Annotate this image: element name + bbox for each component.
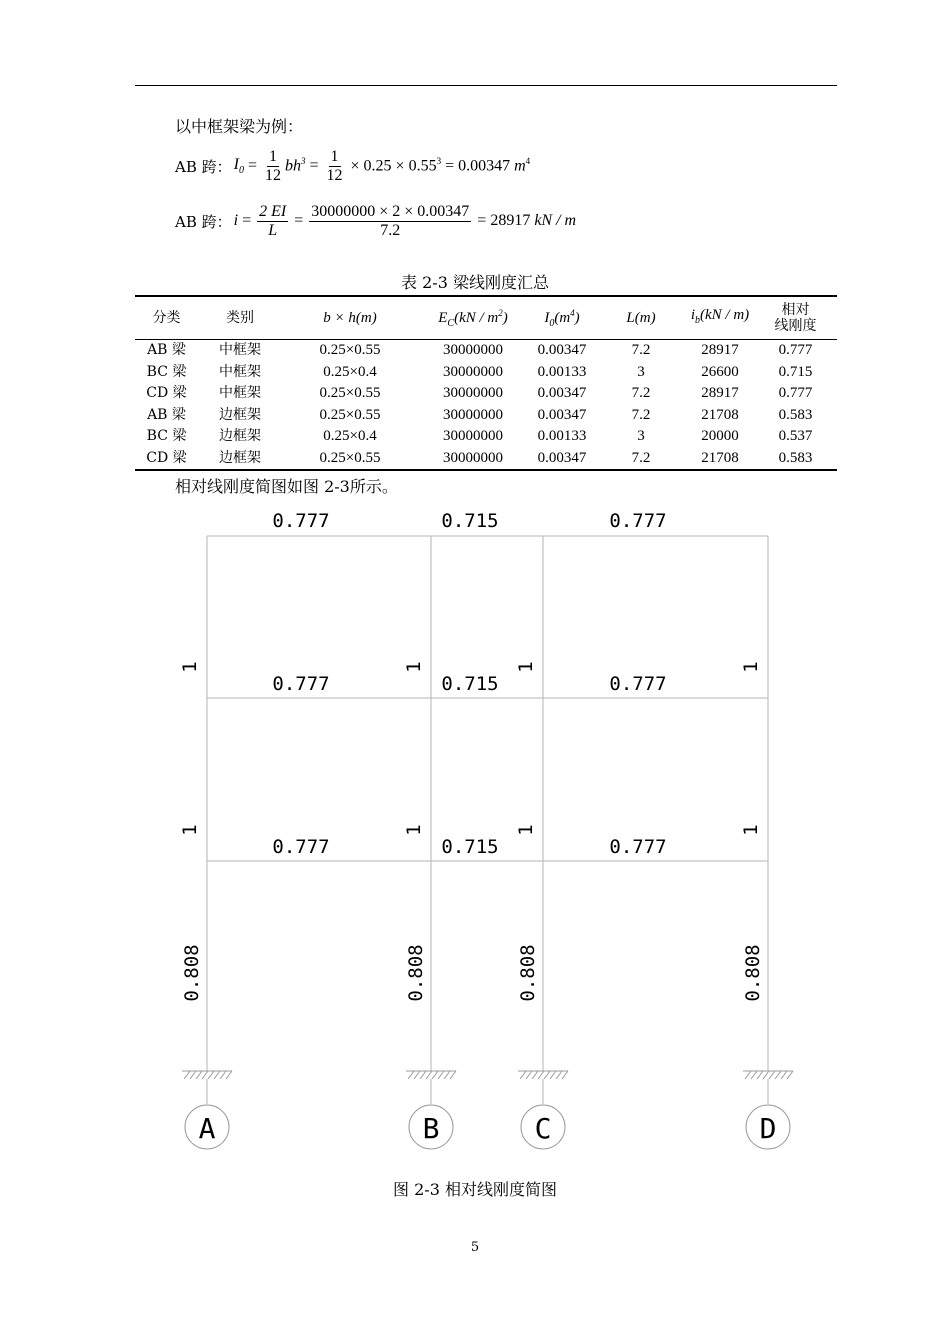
cell-type: 边框架 — [219, 406, 261, 423]
cell-modulus: 30000000 — [443, 363, 503, 380]
cell-length: 7.2 — [631, 406, 651, 423]
cell-modulus: 30000000 — [443, 428, 503, 445]
cell-modulus: 30000000 — [443, 342, 503, 359]
figure-intro-text: 相对线刚度简图如图 2-3所示。 — [175, 477, 398, 496]
cell-stiffness: 28917 — [701, 342, 739, 359]
beam-label-bc-roof: 0.715 — [441, 510, 499, 532]
beam-label-cd-2: 0.777 — [609, 673, 667, 695]
cell-inertia: 0.00347 — [537, 406, 587, 423]
header-elastic-modulus: $E_C(kN / m^2)$ — [438, 307, 508, 329]
cell-type: 中框架 — [219, 342, 261, 359]
cell-relative: 0.583 — [778, 449, 813, 466]
column-label-a-1: 0.808 — [181, 944, 203, 1002]
cell-type: 边框架 — [219, 449, 261, 466]
cell-length: 7.2 — [631, 385, 651, 402]
table-caption: 表 2-3 梁线刚度汇总 — [401, 273, 549, 292]
eq1-fraction-2: $\frac{1}{12}$ — [326, 148, 343, 184]
column-label-b-1: 0.808 — [405, 944, 427, 1002]
cell-category: CD 梁 — [146, 449, 187, 466]
column-label-c-2: 1 — [515, 824, 537, 836]
cell-category: AB 梁 — [147, 342, 186, 359]
cell-stiffness: 20000 — [701, 428, 739, 445]
header-inertia: $I_0(m^4)$ — [544, 307, 580, 329]
column-label-b-2: 1 — [403, 824, 425, 836]
eq1-label: AB 跨： — [175, 157, 232, 176]
column-label-a-3: 1 — [179, 661, 201, 673]
column-label-d-2: 1 — [740, 824, 762, 836]
cell-type: 边框架 — [219, 428, 261, 445]
eq1-product: × $0.25 \times 0.55^3$ — [350, 156, 442, 175]
cell-section: 0.25×0.4 — [323, 363, 377, 380]
beam-label-cd-roof: 0.777 — [609, 510, 667, 532]
cell-section: 0.25×0.4 — [323, 428, 377, 445]
header-length: L(m) — [626, 310, 656, 326]
cell-relative: 0.715 — [778, 363, 813, 380]
equation-linear-stiffness: AB 跨： i = $\frac{2 EI}{L}$ = $\frac{30000000 \times 2 \times 0.00347}{7.2}$ = 28917 kN / m — [175, 203, 577, 239]
fixed-support-d — [743, 1071, 793, 1079]
column-label-c-3: 1 — [515, 661, 537, 673]
cell-length: 3 — [637, 363, 645, 380]
page-number: 5 — [470, 1240, 480, 1255]
beam-labels — [272, 510, 666, 858]
header-section: b × h(m) — [323, 310, 377, 326]
cell-stiffness: 21708 — [701, 406, 739, 423]
cell-length: 7.2 — [631, 342, 651, 359]
axis-label-c: C — [534, 1112, 552, 1145]
cell-relative: 0.583 — [778, 406, 813, 423]
frame-lines — [207, 536, 768, 1071]
header-relative-stiffness: 相对 线刚度 — [774, 302, 817, 334]
eq2-fraction-2: $\frac{30000000 \times 2 \times 0.00347}{7.2}$ — [311, 203, 470, 239]
column-label-d-1: 0.808 — [742, 944, 764, 1002]
eq2-label: AB 跨： — [175, 212, 232, 231]
cell-inertia: 0.00133 — [537, 428, 587, 445]
cell-stiffness: 26600 — [701, 363, 739, 380]
equation-moment-of-inertia: AB 跨： $I_0$ = $\frac{1}{12}$ $bh^3$ = $\frac{1}{12}$ × $0.25 \times 0.55^3$ = 0.00347 $m^4$ — [175, 148, 531, 184]
beam-label-ab-1: 0.777 — [272, 836, 330, 858]
cell-stiffness: 28917 — [701, 385, 739, 402]
cell-section: 0.25×0.55 — [319, 342, 381, 359]
cell-length: 7.2 — [631, 449, 651, 466]
header-type: 类别 — [226, 310, 254, 326]
cell-category: BC 梁 — [146, 363, 187, 380]
beam-label-cd-1: 0.777 — [609, 836, 667, 858]
cell-relative: 0.777 — [778, 342, 813, 359]
cell-length: 3 — [637, 428, 645, 445]
beam-label-bc-1: 0.715 — [441, 836, 499, 858]
eq2-fraction-1: $\frac{2 EI}{L}$ — [259, 203, 287, 239]
eq2-lhs: i — [233, 212, 239, 230]
cell-stiffness: 21708 — [701, 449, 739, 466]
beam-label-bc-2: 0.715 — [441, 673, 499, 695]
cell-modulus: 30000000 — [443, 406, 503, 423]
eq1-fraction-1: $\frac{1}{12}$ — [264, 148, 281, 184]
axis-bubbles — [185, 1105, 790, 1149]
cell-section: 0.25×0.55 — [319, 406, 381, 423]
cell-category: CD 梁 — [146, 385, 187, 402]
column-label-c-1: 0.808 — [517, 944, 539, 1002]
cell-section: 0.25×0.55 — [319, 449, 381, 466]
header-stiffness: $i_b(kN / m)$ — [690, 307, 750, 326]
column-label-d-3: 1 — [740, 661, 762, 673]
fixed-support-c — [518, 1071, 568, 1079]
cell-type: 中框架 — [219, 363, 261, 380]
cell-category: AB 梁 — [147, 406, 186, 423]
fixed-support-a — [182, 1071, 232, 1079]
cell-modulus: 30000000 — [443, 449, 503, 466]
cell-modulus: 30000000 — [443, 385, 503, 402]
cell-inertia: 0.00347 — [537, 449, 587, 466]
cell-inertia: 0.00133 — [537, 363, 587, 380]
cell-category: BC 梁 — [146, 428, 187, 445]
beam-label-ab-roof: 0.777 — [272, 510, 330, 532]
eq1-result: = 0.00347 $m^4$ — [445, 156, 531, 175]
cell-inertia: 0.00347 — [537, 385, 587, 402]
eq1-lhs: $I_0$ — [233, 156, 244, 177]
cell-relative: 0.777 — [778, 385, 813, 402]
eq1-term: $bh^3$ — [284, 156, 306, 175]
axis-label-a: A — [198, 1112, 216, 1145]
cell-section: 0.25×0.55 — [319, 385, 381, 402]
cell-relative: 0.537 — [778, 428, 813, 445]
cell-inertia: 0.00347 — [537, 342, 587, 359]
intro-text: 以中框架梁为例： — [175, 117, 304, 136]
column-label-a-2: 1 — [179, 824, 201, 836]
column-labels — [179, 661, 764, 1001]
axis-leaders — [207, 1079, 768, 1104]
header-category: 分类 — [152, 310, 181, 326]
axis-label-b: B — [422, 1112, 440, 1145]
fixed-supports — [182, 1071, 793, 1079]
figure-caption: 图 2-3 相对线刚度简图 — [393, 1180, 557, 1199]
beam-label-ab-2: 0.777 — [272, 673, 330, 695]
axis-label-d: D — [759, 1112, 777, 1145]
fixed-support-b — [406, 1071, 456, 1079]
cell-type: 中框架 — [219, 385, 261, 402]
axis-labels — [199, 1112, 777, 1145]
eq2-result: = 28917 kN / m — [477, 212, 577, 230]
column-label-b-3: 1 — [403, 661, 425, 673]
